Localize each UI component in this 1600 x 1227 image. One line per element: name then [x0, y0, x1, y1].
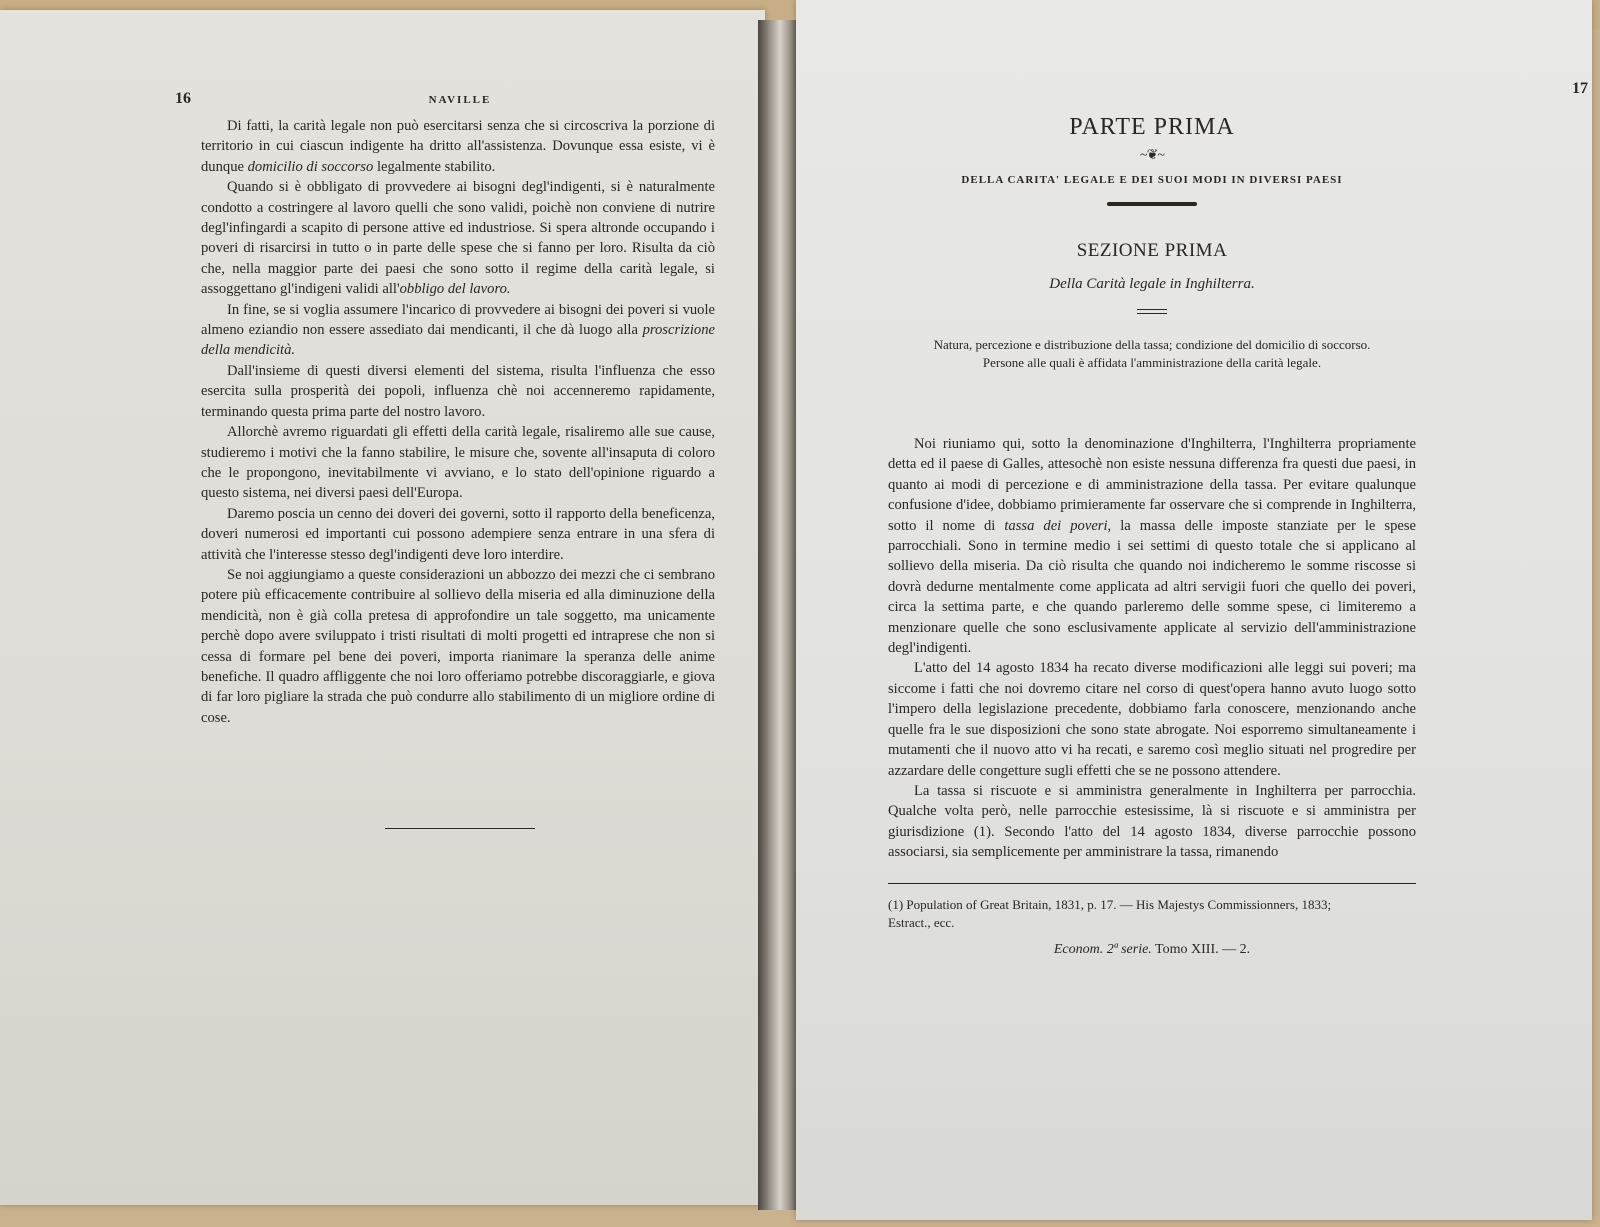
left-paragraph	[201, 422, 715, 504]
text-run: Allorchè avremo riguardati gli effetti della carità legale, risaliremo alle sue cause, studieremo i motivi che la fanno stabilire, le misure che, sovente all'insaputa di coloro che le propongono, inevitabilmente vi avviano, e lo stato dell'opinione riguardo a questo sistema, nei diversi paesi dell'Europa.	[201, 424, 715, 502]
text-run: Dall'insieme di questi diversi elementi del sistema, risulta l'influenza che esso esercita sulla prosperità dei popoli, influenza chè noi accenneremo rapidamente, terminando questa prima parte del nostro lavoro.	[201, 362, 715, 420]
text-run: L'atto del 14 agosto 1834 ha recato diverse modificazioni alle leggi sui poveri; ma siccome i fatti che noi dovremo citare nel corso di quest'opera hanno avuto luogo sotto l'impero della legislazione precedente, dobbiamo farla conoscere, menzionando anche quelle fra le sue disposizioni che sono state abrogate. Noi esporremo simultaneamente i mutamenti che il nuovo atto vi ha recati, e saremo così meglio situati nel progredire per azzardare delle congetture sugli effetti che se ne possono attendere.	[888, 660, 1416, 779]
left-end-rule	[385, 828, 535, 829]
right-page	[796, 0, 1592, 1220]
text-run: Daremo poscia un cenno dei doveri dei governi, sotto il rapporto della beneficenza, doveri numerosi ed importanti cui possono adempiere senza entrare in una sfera di attività che l'interesse stesso degl'indigenti deve loro interdire.	[201, 505, 715, 563]
footnote-line-1: (1) Population of Great Britain, 1831, p. 17. — His Majestys Commissionners, 1833;	[888, 896, 1332, 912]
section-summary	[874, 336, 1430, 372]
text-run: , la massa delle imposte stanziate per le spese parrocchiali. Sono in termine medio i sei settimi di questo totale che si applicano al sollievo della miseria. Da ciò risulta che quando noi indicheremo le somme riscosse si dovrà dedurne mentalmente come applicata ad altri servigii fuori che quello dei poveri, circa la settima parte, e che quando parleremo delle somme spese, ci limiteremo a menzionare quelle che sono esclusivamente applicate al servizio dell'amministrazione degl'indigenti.	[888, 517, 1416, 657]
right-running-head	[888, 80, 1588, 106]
part-title: PARTE PRIMA	[1069, 114, 1235, 140]
text-run: In fine, se si voglia assumere l'incarico di provvedere ai bisogni dei poveri si vuole almeno eziandio non essere assediato dai mendicanti, il che dà luogo alla	[201, 301, 715, 339]
left-paragraph	[201, 300, 715, 361]
signature-volume: Tomo XIII. — 2.	[1151, 941, 1251, 957]
left-paragraph	[201, 565, 715, 728]
footnote-rule	[888, 883, 1416, 884]
thick-rule	[1107, 202, 1197, 206]
footnote	[888, 896, 1416, 932]
text-run: Se noi aggiungiamo a queste considerazioni un abbozzo dei mezzi che ci sembrano potere più efficacemente contribuire al sollievo della miseria ed alla diminuzione della mendicità, non è già colla pretesa di approfondire un tale soggetto, ma unicamente perchè dopo avere sviluppato i tristi risultati di molti progetti ed intraprese che non si cessa di formare pel bene dei poveri, importa rianimare la speranza delle anime benefiche. Il quadro affliggente che noi loro offeriamo potrebbe discoraggiarle, e giova di far loro pigliare la strada che può condurre allo stabilimento di un migliore ordine di cose.	[201, 566, 715, 726]
right-page-number: 17	[1572, 80, 1588, 97]
book-spine	[758, 20, 798, 1210]
left-paragraph	[201, 504, 715, 565]
signature-line	[888, 942, 1416, 958]
text-run: La tassa si riscuote e si amministra generalmente in Inghilterra per parrocchia. Qualche volta però, nelle parrocchie estesissime, là si riscuote e si amministra per giurisdizione (1). Secondo l'atto del 14 agosto 1834, diverse parrocchie possono associarsi, sia semplicemente per amministrare la tassa, rimanendo	[888, 782, 1416, 861]
italic-phrase: obbligo del lavoro.	[399, 281, 511, 298]
text-run: Noi riuniamo qui, sotto la denominazione d'Inghilterra, l'Inghilterra propriamente detta ed il paese di Galles, attesochè non esiste nessuna differenza fra questi due paesi, in quanto ai modi di percezione e di amministrazione della tassa. Per evitare qualunque confusione d'idee, dobbiamo primieramente far osservare che si comprende in Inghilterra, sotto il nome di	[888, 436, 1416, 534]
italic-phrase: tassa dei poveri	[1004, 517, 1108, 534]
text-run: Di fatti, la carità legale non può esercitarsi senza che si circoscriva la porzione di territorio in cui ciascun indigente ha dritto all'assistenza. Dovunque essa esiste, vi è dunque	[201, 118, 715, 175]
right-body-text	[888, 434, 1416, 863]
left-body-text	[201, 116, 715, 728]
right-paragraph	[888, 781, 1416, 863]
summary-line-2: Persone alle quali è affidata l'amministrazione della carità legale.	[982, 355, 1322, 370]
italic-phrase: proscrizione della mendicità.	[201, 322, 715, 359]
summary-line-1: Natura, percezione e distribuzione della tassa; condizione del domicilio di soccorso.	[933, 337, 1371, 352]
left-running-head	[175, 90, 715, 116]
left-paragraph	[201, 177, 715, 299]
left-page	[0, 10, 765, 1205]
right-paragraph	[888, 658, 1416, 780]
left-running-title: NAVILLE	[428, 94, 492, 106]
section-title: SEZIONE PRIMA	[1076, 240, 1228, 261]
ornament-icon: ~❦~	[1140, 148, 1164, 163]
double-rule	[1137, 309, 1167, 314]
section-subtitle: Della Carità legale in Inghilterra.	[1049, 276, 1255, 292]
italic-phrase: domicilio di soccorso	[247, 158, 374, 175]
text-run: legalmente stabilito.	[373, 158, 496, 175]
right-paragraph	[888, 434, 1416, 658]
text-run: Quando si è obbligato di provvedere ai bisogni degl'indigenti, si è naturalmente condotto a costringere al lavoro quelli che sono validi, poichè non conviene di nutrire degl'infingardi a scapito di persone attive ed industriose. Si spera altronde occupando i poveri di risarcirsi in tutto o in parte delle spese che si fanno per loro. Risulta da ciò che, nella maggior parte dei paesi che sono sotto il regime della carità legale, si assoggettano gl'indigeni validi all'	[201, 179, 715, 298]
footnote-line-2: Estract., ecc.	[888, 914, 955, 930]
left-paragraph	[201, 116, 715, 177]
left-page-number: 16	[175, 90, 191, 107]
signature-italic: Econom. 2ª serie.	[1053, 941, 1152, 957]
left-paragraph	[201, 361, 715, 422]
part-subtitle: DELLA CARITA' LEGALE E DEI SUOI MODI IN DIVERSI PAESI	[961, 174, 1343, 186]
